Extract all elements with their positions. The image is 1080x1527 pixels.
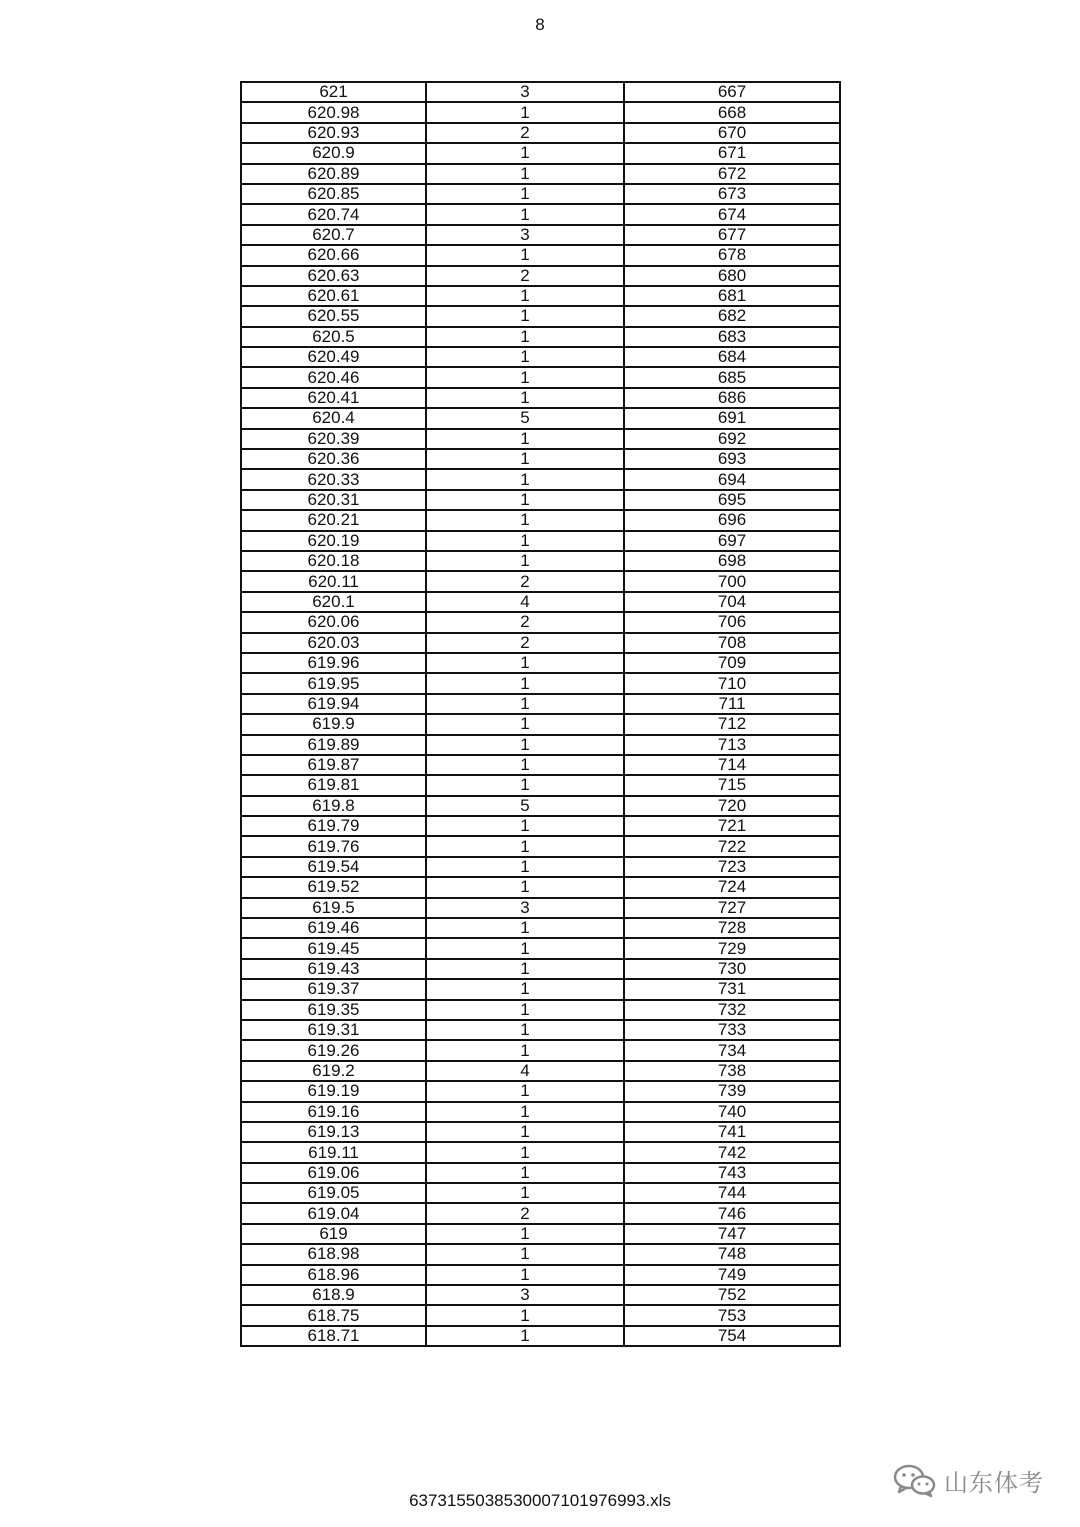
cumulative-cell: 753 — [624, 1305, 840, 1325]
score-cell: 619.13 — [241, 1122, 426, 1142]
table-row — [241, 531, 840, 551]
table-row — [241, 816, 840, 836]
cumulative-cell: 671 — [624, 143, 840, 163]
cumulative-cell: 709 — [624, 653, 840, 673]
count-cell: 1 — [426, 1305, 624, 1325]
score-cell: 620.21 — [241, 510, 426, 530]
cumulative-cell: 691 — [624, 408, 840, 428]
cumulative-cell: 722 — [624, 836, 840, 856]
count-cell: 4 — [426, 592, 624, 612]
table-row — [241, 1285, 840, 1305]
footer-filename: 6373155038530007101976993.xls — [409, 1491, 671, 1510]
count-cell: 1 — [426, 1040, 624, 1060]
cumulative-cell: 686 — [624, 388, 840, 408]
score-cell: 620.41 — [241, 388, 426, 408]
cumulative-cell: 692 — [624, 429, 840, 449]
table-row — [241, 653, 840, 673]
cumulative-cell: 739 — [624, 1081, 840, 1101]
count-cell: 1 — [426, 1122, 624, 1142]
table-row — [241, 429, 840, 449]
count-cell: 1 — [426, 510, 624, 530]
table-row — [241, 673, 840, 693]
score-cell: 620.89 — [241, 164, 426, 184]
table-row — [241, 1163, 840, 1183]
cumulative-cell: 727 — [624, 898, 840, 918]
cumulative-cell: 752 — [624, 1285, 840, 1305]
count-cell: 1 — [426, 1163, 624, 1183]
table-row — [241, 347, 840, 367]
cumulative-cell: 698 — [624, 551, 840, 571]
cumulative-cell: 715 — [624, 775, 840, 795]
cumulative-cell: 744 — [624, 1183, 840, 1203]
table-row — [241, 143, 840, 163]
table-row — [241, 1102, 840, 1122]
cumulative-cell: 738 — [624, 1061, 840, 1081]
table-row — [241, 1020, 840, 1040]
cumulative-cell: 720 — [624, 796, 840, 816]
score-cell: 618.9 — [241, 1285, 426, 1305]
table-row — [241, 225, 840, 245]
score-cell: 620.63 — [241, 266, 426, 286]
count-cell: 1 — [426, 286, 624, 306]
table-row — [241, 266, 840, 286]
score-cell: 620.46 — [241, 367, 426, 387]
score-cell: 618.71 — [241, 1326, 426, 1346]
count-cell: 1 — [426, 143, 624, 163]
cumulative-cell: 672 — [624, 164, 840, 184]
count-cell: 1 — [426, 755, 624, 775]
table-row — [241, 1142, 840, 1162]
table-row — [241, 836, 840, 856]
table-row — [241, 408, 840, 428]
score-cell: 620.93 — [241, 123, 426, 143]
score-cell: 619.16 — [241, 1102, 426, 1122]
table-row — [241, 286, 840, 306]
count-cell: 2 — [426, 123, 624, 143]
cumulative-cell: 729 — [624, 938, 840, 958]
score-cell: 620.85 — [241, 184, 426, 204]
cumulative-cell: 733 — [624, 1020, 840, 1040]
table-row — [241, 979, 840, 999]
table-row — [241, 1244, 840, 1264]
score-cell: 619.19 — [241, 1081, 426, 1101]
score-cell: 619.04 — [241, 1203, 426, 1223]
cumulative-cell: 724 — [624, 877, 840, 897]
cumulative-cell: 685 — [624, 367, 840, 387]
score-cell: 619.43 — [241, 959, 426, 979]
score-cell: 619.5 — [241, 898, 426, 918]
cumulative-cell: 748 — [624, 1244, 840, 1264]
count-cell: 1 — [426, 735, 624, 755]
count-cell: 1 — [426, 184, 624, 204]
cumulative-cell: 731 — [624, 979, 840, 999]
count-cell: 1 — [426, 816, 624, 836]
table-row — [241, 1265, 840, 1285]
score-cell: 619.31 — [241, 1020, 426, 1040]
count-cell: 1 — [426, 1326, 624, 1346]
count-cell: 1 — [426, 164, 624, 184]
cumulative-cell: 683 — [624, 327, 840, 347]
table-row — [241, 1000, 840, 1020]
score-cell: 620.98 — [241, 102, 426, 122]
count-cell: 1 — [426, 1102, 624, 1122]
count-cell: 5 — [426, 796, 624, 816]
table-row — [241, 1224, 840, 1244]
score-table — [240, 81, 841, 1347]
count-cell: 1 — [426, 1265, 624, 1285]
count-cell: 1 — [426, 551, 624, 571]
score-cell: 619.89 — [241, 735, 426, 755]
table-row — [241, 1122, 840, 1142]
score-cell: 620.7 — [241, 225, 426, 245]
score-cell: 619.8 — [241, 796, 426, 816]
score-cell: 619.81 — [241, 775, 426, 795]
score-cell: 619.96 — [241, 653, 426, 673]
score-cell: 619.45 — [241, 938, 426, 958]
table-row — [241, 306, 840, 326]
table-row — [241, 164, 840, 184]
score-cell: 618.98 — [241, 1244, 426, 1264]
table-row — [241, 1305, 840, 1325]
table-row — [241, 123, 840, 143]
table-row — [241, 1203, 840, 1223]
score-cell: 619.11 — [241, 1142, 426, 1162]
count-cell: 1 — [426, 877, 624, 897]
table-row — [241, 571, 840, 591]
watermark-text: 山东体考 — [944, 1468, 1044, 1497]
cumulative-cell: 728 — [624, 918, 840, 938]
table-row — [241, 327, 840, 347]
table-row — [241, 367, 840, 387]
score-cell: 620.39 — [241, 429, 426, 449]
score-cell: 619.05 — [241, 1183, 426, 1203]
cumulative-cell: 711 — [624, 694, 840, 714]
table-row — [241, 245, 840, 265]
count-cell: 1 — [426, 327, 624, 347]
cumulative-cell: 721 — [624, 816, 840, 836]
cumulative-cell: 714 — [624, 755, 840, 775]
score-cell: 620.19 — [241, 531, 426, 551]
count-cell: 1 — [426, 388, 624, 408]
table-row — [241, 694, 840, 714]
score-cell: 619.2 — [241, 1061, 426, 1081]
cumulative-cell: 743 — [624, 1163, 840, 1183]
count-cell: 3 — [426, 898, 624, 918]
table-row — [241, 1183, 840, 1203]
cumulative-cell: 674 — [624, 204, 840, 224]
count-cell: 1 — [426, 775, 624, 795]
cumulative-cell: 704 — [624, 592, 840, 612]
table-row — [241, 82, 840, 102]
cumulative-cell: 742 — [624, 1142, 840, 1162]
score-cell: 619.52 — [241, 877, 426, 897]
cumulative-cell: 747 — [624, 1224, 840, 1244]
table-row — [241, 857, 840, 877]
count-cell: 1 — [426, 306, 624, 326]
count-cell: 1 — [426, 938, 624, 958]
table-row — [241, 796, 840, 816]
cumulative-cell: 681 — [624, 286, 840, 306]
table-row — [241, 755, 840, 775]
cumulative-cell: 723 — [624, 857, 840, 877]
count-cell: 2 — [426, 571, 624, 591]
cumulative-cell: 696 — [624, 510, 840, 530]
score-cell: 619.76 — [241, 836, 426, 856]
score-cell: 620.49 — [241, 347, 426, 367]
table-row — [241, 490, 840, 510]
score-cell: 620.11 — [241, 571, 426, 591]
table-row — [241, 898, 840, 918]
table-row — [241, 184, 840, 204]
table-row — [241, 612, 840, 632]
count-cell: 2 — [426, 266, 624, 286]
count-cell: 1 — [426, 245, 624, 265]
count-cell: 3 — [426, 225, 624, 245]
cumulative-cell: 697 — [624, 531, 840, 551]
cumulative-cell: 694 — [624, 469, 840, 489]
table-row — [241, 918, 840, 938]
cumulative-cell: 667 — [624, 82, 840, 102]
count-cell: 1 — [426, 979, 624, 999]
table-row — [241, 102, 840, 122]
count-cell: 1 — [426, 857, 624, 877]
wechat-icon — [892, 1462, 936, 1498]
count-cell: 1 — [426, 1020, 624, 1040]
count-cell: 1 — [426, 1183, 624, 1203]
score-cell: 620.36 — [241, 449, 426, 469]
count-cell: 1 — [426, 1081, 624, 1101]
table-row — [241, 551, 840, 571]
score-cell: 620.18 — [241, 551, 426, 571]
score-cell: 620.66 — [241, 245, 426, 265]
table-row — [241, 449, 840, 469]
count-cell: 3 — [426, 1285, 624, 1305]
count-cell: 1 — [426, 490, 624, 510]
score-cell: 619.37 — [241, 979, 426, 999]
cumulative-cell: 710 — [624, 673, 840, 693]
count-cell: 2 — [426, 633, 624, 653]
count-cell: 1 — [426, 1244, 624, 1264]
score-cell: 621 — [241, 82, 426, 102]
table-row — [241, 469, 840, 489]
cumulative-cell: 693 — [624, 449, 840, 469]
score-cell: 620.03 — [241, 633, 426, 653]
score-cell: 620.1 — [241, 592, 426, 612]
count-cell: 1 — [426, 836, 624, 856]
score-cell: 619.87 — [241, 755, 426, 775]
cumulative-cell: 749 — [624, 1265, 840, 1285]
score-cell: 619.54 — [241, 857, 426, 877]
score-cell: 619 — [241, 1224, 426, 1244]
table-row — [241, 775, 840, 795]
table-row — [241, 714, 840, 734]
score-cell: 619.79 — [241, 816, 426, 836]
watermark — [892, 1458, 1044, 1502]
score-cell: 620.55 — [241, 306, 426, 326]
cumulative-cell: 695 — [624, 490, 840, 510]
cumulative-cell: 708 — [624, 633, 840, 653]
count-cell: 1 — [426, 531, 624, 551]
score-cell: 620.9 — [241, 143, 426, 163]
table-row — [241, 1326, 840, 1346]
score-cell: 620.74 — [241, 204, 426, 224]
count-cell: 1 — [426, 673, 624, 693]
count-cell: 1 — [426, 1000, 624, 1020]
cumulative-cell: 730 — [624, 959, 840, 979]
score-cell: 619.26 — [241, 1040, 426, 1060]
count-cell: 5 — [426, 408, 624, 428]
cumulative-cell: 700 — [624, 571, 840, 591]
count-cell: 4 — [426, 1061, 624, 1081]
count-cell: 1 — [426, 469, 624, 489]
score-cell: 619.9 — [241, 714, 426, 734]
table-row — [241, 1061, 840, 1081]
table-row — [241, 633, 840, 653]
table-row — [241, 388, 840, 408]
table-row — [241, 877, 840, 897]
count-cell: 1 — [426, 653, 624, 673]
cumulative-cell: 712 — [624, 714, 840, 734]
score-cell: 620.06 — [241, 612, 426, 632]
cumulative-cell: 677 — [624, 225, 840, 245]
count-cell: 1 — [426, 1142, 624, 1162]
score-cell: 619.35 — [241, 1000, 426, 1020]
count-cell: 1 — [426, 449, 624, 469]
cumulative-cell: 754 — [624, 1326, 840, 1346]
count-cell: 1 — [426, 694, 624, 714]
score-cell: 619.06 — [241, 1163, 426, 1183]
cumulative-cell: 741 — [624, 1122, 840, 1142]
score-cell: 619.95 — [241, 673, 426, 693]
table-row — [241, 592, 840, 612]
count-cell: 1 — [426, 918, 624, 938]
count-cell: 1 — [426, 204, 624, 224]
table-row — [241, 938, 840, 958]
cumulative-cell: 706 — [624, 612, 840, 632]
table-row — [241, 735, 840, 755]
table-row — [241, 1081, 840, 1101]
table-row — [241, 510, 840, 530]
cumulative-cell: 680 — [624, 266, 840, 286]
cumulative-cell: 713 — [624, 735, 840, 755]
count-cell: 1 — [426, 367, 624, 387]
table-row — [241, 204, 840, 224]
count-cell: 1 — [426, 1224, 624, 1244]
cumulative-cell: 668 — [624, 102, 840, 122]
score-cell: 619.46 — [241, 918, 426, 938]
cumulative-cell: 740 — [624, 1102, 840, 1122]
cumulative-cell: 746 — [624, 1203, 840, 1223]
score-cell: 618.96 — [241, 1265, 426, 1285]
table-row — [241, 1040, 840, 1060]
cumulative-cell: 678 — [624, 245, 840, 265]
count-cell: 1 — [426, 959, 624, 979]
score-cell: 620.61 — [241, 286, 426, 306]
score-table-body — [241, 82, 840, 1346]
score-cell: 619.94 — [241, 694, 426, 714]
cumulative-cell: 734 — [624, 1040, 840, 1060]
score-cell: 620.33 — [241, 469, 426, 489]
score-cell: 620.31 — [241, 490, 426, 510]
count-cell: 1 — [426, 102, 624, 122]
count-cell: 2 — [426, 612, 624, 632]
cumulative-cell: 732 — [624, 1000, 840, 1020]
score-cell: 618.75 — [241, 1305, 426, 1325]
count-cell: 1 — [426, 347, 624, 367]
table-row — [241, 959, 840, 979]
count-cell: 1 — [426, 429, 624, 449]
page-number: 8 — [535, 15, 545, 34]
score-cell: 620.4 — [241, 408, 426, 428]
count-cell: 3 — [426, 82, 624, 102]
cumulative-cell: 684 — [624, 347, 840, 367]
cumulative-cell: 670 — [624, 123, 840, 143]
cumulative-cell: 673 — [624, 184, 840, 204]
cumulative-cell: 682 — [624, 306, 840, 326]
count-cell: 1 — [426, 714, 624, 734]
score-cell: 620.5 — [241, 327, 426, 347]
count-cell: 2 — [426, 1203, 624, 1223]
